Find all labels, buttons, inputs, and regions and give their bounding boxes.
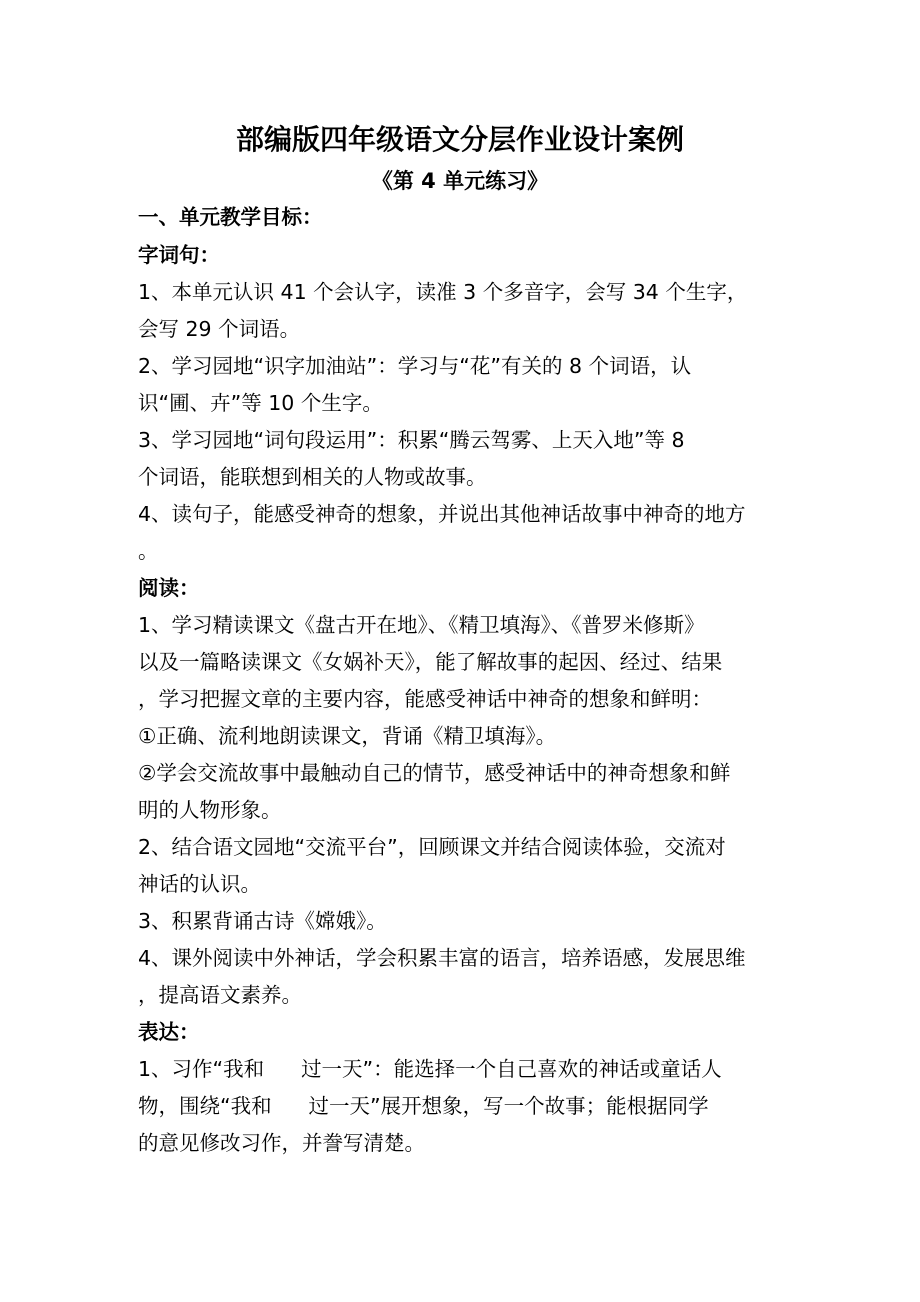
paragraph-line: 2、结合语文园地“交流平台”，回顾课文并结合阅读体验，交流对 bbox=[138, 835, 726, 859]
paragraph-line: 3、学习园地“词句段运用”：积累“腾云驾雾、上天入地”等 8 bbox=[138, 428, 685, 452]
paragraph-line: 会写 29 个词语。 bbox=[138, 317, 301, 341]
paragraph-line: 1、学习精读课文《盘古开在地》、《精卫填海》、《普罗米修斯》 bbox=[138, 613, 705, 637]
paragraph-line: 1、本单元认识 41 个会认字，读准 3 个多音字，会写 34 个生字， bbox=[138, 280, 748, 304]
document-title: 部编版四年级语文分层作业设计案例 bbox=[235, 123, 684, 156]
paragraph-line: ，学习把握文章的主要内容，能感受神话中神奇的想象和鲜明： bbox=[138, 687, 712, 711]
subheading-biaoda: 表达： bbox=[138, 1020, 200, 1044]
paragraph-line: 的意见修改习作，并誊写清楚。 bbox=[138, 1131, 425, 1155]
paragraph-line: 4、课外阅读中外神话，学会积累丰富的语言，培养语感，发展思维 bbox=[138, 946, 746, 970]
text-fragment: 物，围绕“我和 bbox=[138, 1094, 272, 1118]
paragraph-line: 。 bbox=[138, 539, 159, 563]
subheading-yuedu: 阅读： bbox=[138, 576, 200, 600]
paragraph-line bbox=[138, 1091, 785, 1121]
paragraph-line: ，提高语文素养。 bbox=[138, 983, 302, 1007]
paragraph-line: ①正确、流利地朗读课文，背诵《精卫填海》。 bbox=[138, 724, 557, 748]
paragraph-line: 识“圃、卉”等 10 个生字。 bbox=[138, 391, 383, 415]
section-heading-goals: 一、单元教学目标： bbox=[138, 205, 323, 229]
paragraph-line: ②学会交流故事中最触动自己的情节，感受神话中的神奇想象和鲜 bbox=[138, 761, 731, 785]
paragraph-line: 4、读句子，能感受神奇的想象，并说出其他神话故事中神奇的地方 bbox=[138, 502, 746, 526]
document-subtitle: 《第 4 单元练习》 bbox=[371, 169, 549, 193]
paragraph-line: 明的人物形象。 bbox=[138, 798, 282, 822]
paragraph-line bbox=[138, 1054, 785, 1084]
paragraph-line: 个词语，能联想到相关的人物或故事。 bbox=[138, 465, 487, 489]
paragraph-line: 神话的认识。 bbox=[138, 872, 261, 896]
text-fragment: 过一天”：能选择一个自己喜欢的神话或童话人 bbox=[301, 1057, 722, 1081]
paragraph-line: 3、积累背诵古诗《嫦娥》。 bbox=[138, 909, 387, 933]
text-fragment: 1、习作“我和 bbox=[138, 1057, 265, 1081]
subheading-zici: 字词句： bbox=[138, 243, 220, 267]
text-fragment: 过一天”展开想象，写一个故事；能根据同学 bbox=[308, 1094, 709, 1118]
paragraph-line: 以及一篇略读课文《女娲补天》，能了解故事的起因、经过、结果 bbox=[138, 650, 723, 674]
paragraph-line: 2、学习园地“识字加油站”：学习与“花”有关的 8 个词语，认 bbox=[138, 354, 692, 378]
